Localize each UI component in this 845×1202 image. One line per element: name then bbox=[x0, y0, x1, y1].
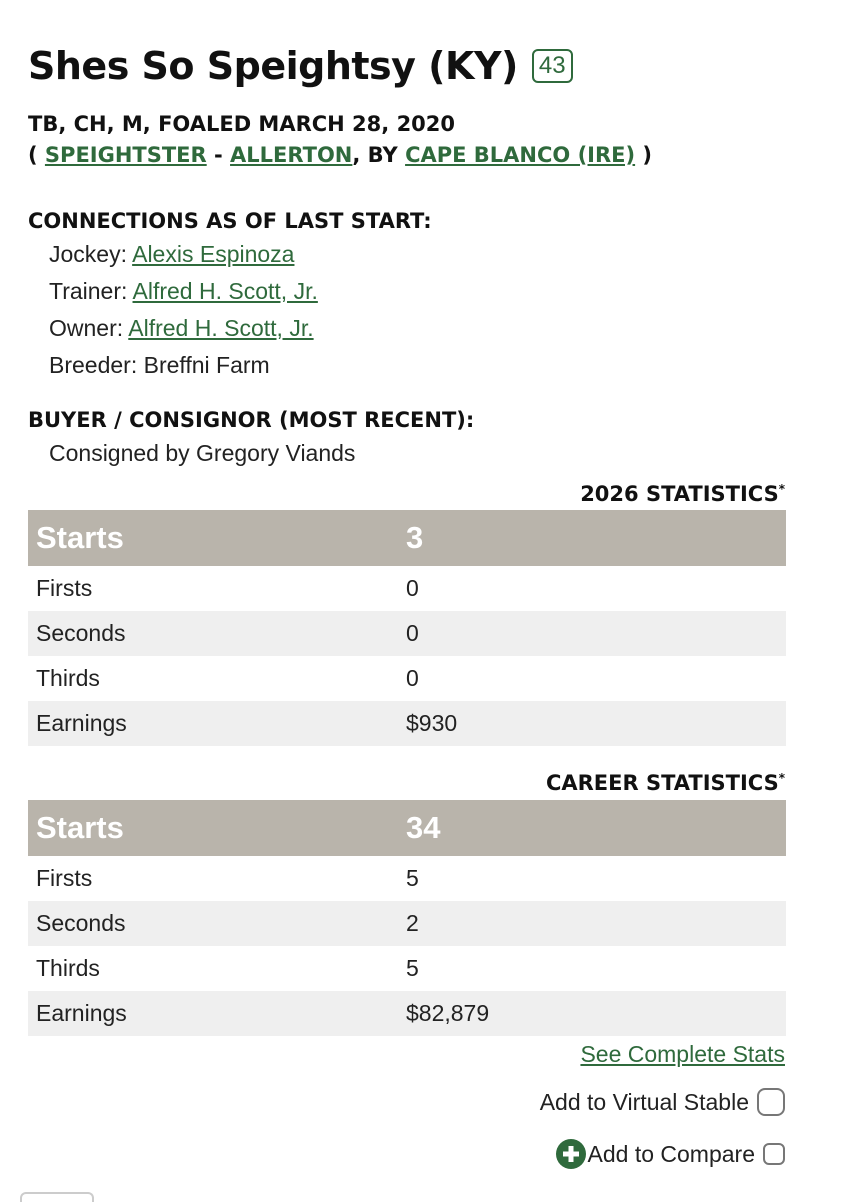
stats-2026-seconds-label: Seconds bbox=[28, 611, 406, 656]
stats-2026-heading-text: 2026 STATISTICS bbox=[580, 482, 779, 506]
stats-2026-starts-label: Starts bbox=[28, 510, 406, 566]
jockey-link[interactable]: Alexis Espinoza bbox=[132, 241, 295, 267]
owner-line bbox=[49, 315, 314, 342]
pedigree-line bbox=[28, 143, 652, 167]
stats-2026-asterisk: * bbox=[778, 482, 785, 496]
connections-heading: CONNECTIONS AS OF LAST START: bbox=[28, 209, 432, 233]
stats-2026-earnings-value: $930 bbox=[406, 701, 786, 746]
compare-label[interactable]: Add to Compare bbox=[587, 1140, 755, 1167]
trainer-label: Trainer: bbox=[49, 278, 128, 304]
career-firsts-label: Firsts bbox=[28, 856, 406, 901]
owner-link[interactable]: Alfred H. Scott, Jr. bbox=[128, 315, 314, 341]
stats-2026-earnings-label: Earnings bbox=[28, 701, 406, 746]
career-thirds-label: Thirds bbox=[28, 946, 406, 991]
damsire-link[interactable]: CAPE BLANCO (IRE) bbox=[405, 143, 636, 167]
table-row bbox=[28, 566, 786, 611]
stats-2026-thirds-value: 0 bbox=[406, 656, 786, 701]
table-row bbox=[28, 656, 786, 701]
trainer-link[interactable]: Alfred H. Scott, Jr. bbox=[132, 278, 318, 304]
title-row bbox=[28, 44, 573, 88]
pedigree-open-paren: ( bbox=[28, 143, 38, 167]
table-row bbox=[28, 991, 786, 1036]
dam-link[interactable]: ALLERTON bbox=[230, 143, 353, 167]
career-firsts-value: 5 bbox=[406, 856, 786, 901]
table-row bbox=[28, 856, 786, 901]
compare-row[interactable] bbox=[556, 1139, 785, 1169]
see-complete-stats-link[interactable]: See Complete Stats bbox=[580, 1041, 785, 1067]
buyer-heading: BUYER / CONSIGNOR (MOST RECENT): bbox=[28, 408, 475, 432]
stats-2026-firsts-label: Firsts bbox=[28, 566, 406, 611]
jockey-label: Jockey: bbox=[49, 241, 127, 267]
career-earnings-value: $82,879 bbox=[406, 991, 786, 1036]
stats-2026-seconds-value: 0 bbox=[406, 611, 786, 656]
jockey-line bbox=[49, 241, 294, 268]
table-row bbox=[28, 611, 786, 656]
career-seconds-value: 2 bbox=[406, 901, 786, 946]
career-thirds-value: 5 bbox=[406, 946, 786, 991]
breeder-label: Breeder: bbox=[49, 352, 138, 378]
owner-label: Owner: bbox=[49, 315, 124, 341]
compare-checkbox[interactable] bbox=[763, 1143, 785, 1165]
pedigree-close-paren: ) bbox=[642, 143, 653, 167]
career-stats-table bbox=[28, 800, 786, 1036]
career-stats-heading bbox=[546, 771, 785, 795]
plus-circle-icon[interactable] bbox=[556, 1139, 586, 1169]
virtual-stable-checkbox[interactable] bbox=[757, 1088, 785, 1116]
virtual-stable-row[interactable] bbox=[540, 1088, 785, 1116]
table-row bbox=[28, 701, 786, 746]
stats-2026-heading bbox=[580, 482, 785, 506]
stats-2026-table bbox=[28, 510, 786, 746]
speed-figure-badge[interactable]: 43 bbox=[532, 49, 573, 83]
career-header-row bbox=[28, 800, 786, 856]
career-starts-value: 34 bbox=[406, 800, 786, 856]
pedigree-dash: - bbox=[214, 143, 223, 167]
sire-link[interactable]: SPEIGHTSTER bbox=[44, 143, 207, 167]
horse-description: TB, CH, M, FOALED MARCH 28, 2020 bbox=[28, 112, 456, 136]
pedigree-by: , BY bbox=[352, 143, 398, 167]
career-earnings-label: Earnings bbox=[28, 991, 406, 1036]
breeder-name: Breffni Farm bbox=[143, 352, 270, 378]
stats-2026-thirds-label: Thirds bbox=[28, 656, 406, 701]
stats-2026-starts-value: 3 bbox=[406, 510, 786, 566]
career-seconds-label: Seconds bbox=[28, 901, 406, 946]
trainer-line bbox=[49, 278, 318, 305]
career-stats-asterisk: * bbox=[778, 771, 785, 785]
career-stats-heading-text: CAREER STATISTICS bbox=[545, 771, 779, 795]
virtual-stable-label[interactable]: Add to Virtual Stable bbox=[539, 1088, 749, 1115]
stats-2026-firsts-value: 0 bbox=[406, 566, 786, 611]
consigned-text: Consigned by Gregory Viands bbox=[49, 440, 356, 466]
table-row bbox=[28, 946, 786, 991]
career-starts-label: Starts bbox=[28, 800, 406, 856]
horse-name: Shes So Speightsy (KY) bbox=[28, 44, 518, 88]
table-row bbox=[28, 901, 786, 946]
stats-2026-header-row bbox=[28, 510, 786, 566]
bottom-tab-edge bbox=[20, 1192, 94, 1202]
breeder-line bbox=[49, 352, 270, 379]
